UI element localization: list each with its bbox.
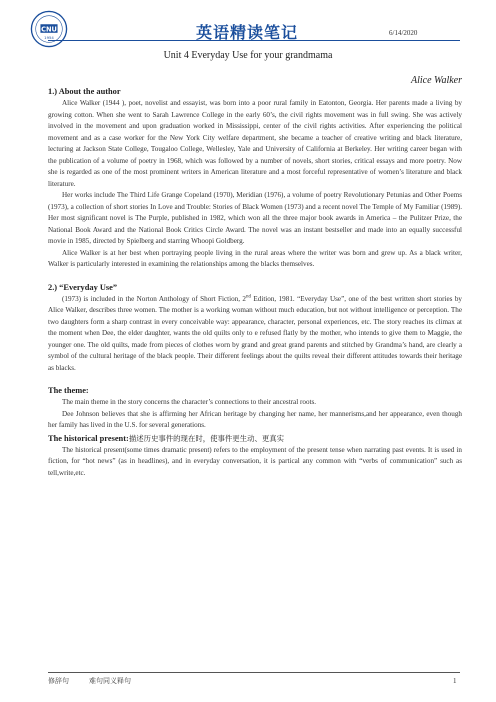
header-date: 6/14/2020 bbox=[389, 29, 418, 37]
everyday-use-paragraph bbox=[48, 294, 462, 375]
footer-label-paraphrase: 难句同义释句 bbox=[89, 677, 131, 685]
unit-title: Unit 4 Everyday Use for your grandmama bbox=[163, 50, 333, 61]
logo-text: CNU bbox=[41, 25, 57, 34]
everyday-use-text-b: Edition, 1981. “Everyday Use”, one of the best written short stories by Alice Walker, describes three women. The mother is a working woman without much education, but not without intelligence or perception. The two daughters form a sharp contrast in every conceivable way: appearance, character, personal experiences, etc. The story reaches its climax at the moment when Dee, the elder daughter, wants the old quilts only to e refused flatly by the mother, who intends to give them to Maggie, the younger one. The old quilts, made from pieces of clothes worn by grand and great grand parents and stitched by Grandma’s hand, are clearly a symbol of the cultural heritage of the black people. Their different feelings about the quilts reveal their different attitudes towards their heritage as blacks. bbox=[48, 294, 462, 372]
historical-present-heading-line bbox=[48, 432, 462, 445]
header-title: 英语精读笔记 bbox=[196, 23, 299, 42]
footer-label-rhetoric: 修辞句 bbox=[48, 677, 69, 685]
historical-present-heading: The historical present: bbox=[48, 433, 129, 443]
header-divider bbox=[48, 40, 460, 41]
everyday-use-heading: 2.) “Everyday Use” bbox=[48, 282, 118, 292]
university-seal-logo bbox=[30, 10, 68, 48]
footer-divider bbox=[48, 672, 460, 673]
footer-labels bbox=[48, 676, 151, 686]
about-author-paragraph-2: Her works include The Third Life Grange Copeland (1970), Meridian (1976), a volume of poetry Revolutionary Petunias and Other Poems (1973), a collection of short stories In Love and Trouble: Stories of Black Women (1973) and a recent novel The Temple of My Familiar (1989). Her most significant novel is The Purple, published in 1982, which won all the three major book awards in America – the Pulitzer Prize, the National Book Award and the National Book Critics Circle Award. The novel was an instant bestseller and made into an equally successful movie in 1985, directed by Spielberg and starring Whoopi Goldberg. bbox=[48, 191, 462, 245]
about-author-heading: 1.) About the author bbox=[48, 87, 121, 96]
theme-paragraph-1: The main theme in the story concerns the character’s connections to their ancestral roots. bbox=[62, 398, 317, 406]
everyday-use-text-a: (1973) is included in the Norton Anthology of Short Fiction, 2 bbox=[62, 294, 247, 303]
theme-heading: The theme: bbox=[48, 386, 89, 395]
historical-present-paragraph: The historical present(some times dramatic present) refers to the employment of the present tense when narrating past events. It is used in fiction, for “hot news” (as in headlines), and in everyday conversation, it is partical any common with “verbs of communication” such as tell,write,etc. bbox=[48, 445, 462, 477]
document-body bbox=[48, 85, 462, 479]
section-spacer bbox=[48, 271, 462, 281]
page-number: 1 bbox=[453, 677, 457, 685]
edition-superscript: nd bbox=[246, 294, 252, 300]
theme-paragraph-2: Dee Johnson believes that she is affirming her African heritage by changing her name, her mannerisms,and her appearance, even though her family has lived in the U.S. for several generations. bbox=[48, 409, 462, 429]
historical-present-chinese-note: 描述历史事件的现在时，使事件更生动、更真实 bbox=[128, 433, 285, 443]
logo-year: 1954 bbox=[44, 34, 54, 40]
author-name: Alice Walker bbox=[410, 75, 462, 86]
about-author-paragraph-3: Alice Walker is at her best when portraying people living in the rural areas where the writer was born and grew up. As a black writer, Walker is particularly interested in examining the relationships among the blacks themselves. bbox=[48, 248, 462, 268]
section-spacer bbox=[48, 374, 462, 384]
about-author-paragraph-1: Alice Walker (1944 ), poet, novelist and essayist, was born into a poor rural family in Eatonton, Georgia. Her parents made a living by growing cotton. When she went to Sarah Lawrence College in the early 60’s, the civil rights movement was in full swing. She was actively involved in the movement and upon graduation worked in Mississippi, center of the civil rights activities. After experiencing the political movement and as a case worker for the New York City welfare department, she became a teacher of creative writing and black literature, lecturing at Jackson State College, Tougaloo College, Wellesley, Yale and University of California at Berkeley. Her writing career began with the publication of a volume of poetry in 1968, which was followed by a number of novels, short stories, critical essays and more poetry. Now she is regarded as one of the most prominent writers in American literature and a most forceful representative of women’s literature and black literature. bbox=[48, 99, 462, 188]
